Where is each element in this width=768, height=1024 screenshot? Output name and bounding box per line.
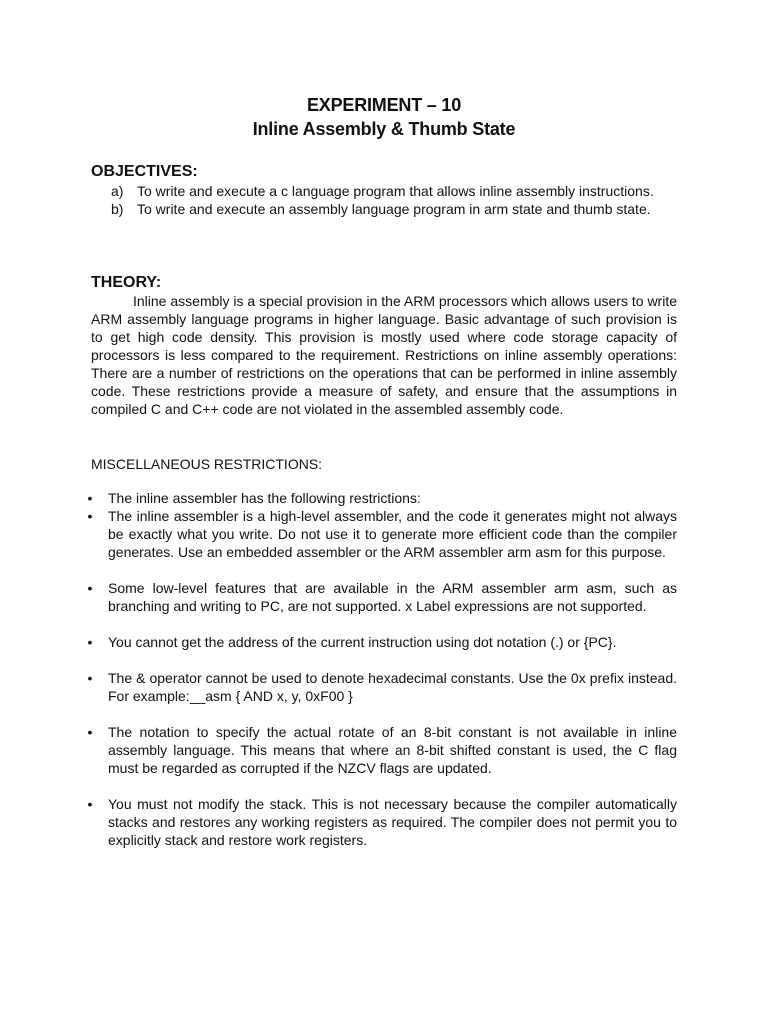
list-item <box>84 723 677 777</box>
list-item-text: The inline assembler is a high-level assembler, and the code it generates might not always be exactly what you write. Do not use it to generate more efficient code than the compiler generates. Use an embedded assembler or the ARM assembler arm asm for this purpose. <box>108 508 677 560</box>
restrictions-list <box>84 489 677 849</box>
list-item-text: You must not modify the stack. This is not necessary because the compiler automatically stacks and restores any working registers as required. The compiler does not permit you to explicitly stack and restore work registers. <box>108 796 677 848</box>
misc-restrictions-label: MISCELLANEOUS RESTRICTIONS: <box>91 456 323 472</box>
experiment-subtitle: Inline Assembly & Thumb State <box>252 119 516 139</box>
title-block <box>0 93 768 141</box>
list-item-text: You cannot get the address of the current instruction using dot notation (.) or {PC}. <box>108 634 617 650</box>
bullet-icon: • <box>87 796 93 812</box>
list-item-text: The notation to specify the actual rotate of an 8-bit constant is not available in inline assembly language. This means that where an 8-bit shifted constant is used, the C flag must be regarded as corrupted if the NZCV flags are updated. <box>108 724 677 776</box>
list-item <box>84 633 677 651</box>
bullet-icon: • <box>87 508 93 524</box>
objective-item <box>111 182 671 200</box>
theory-paragraph: Inline assembly is a special provision in the ARM processors which allows users to write ARM assembly language programs in higher language. Basic advantage of such provision is to get high code density. This provision is mostly used where code storage capacity of processors is less compared to the requirement. Restrictions on inline assembly operations: There are a number of restrictions on the operations that can be performed in inline assembly code. These restrictions provide a measure of safety, and ensure that the assumptions in compiled C and C++ code are not violated in the assembled assembly code. <box>91 293 677 417</box>
objectives-heading: OBJECTIVES: <box>91 163 198 180</box>
objective-text: To write and execute a c language program that allows inline assembly instructions. <box>137 183 654 199</box>
list-item-text: Some low-level features that are available in the ARM assembler arm asm, such as branching and writing to PC, are not supported. x Label expressions are not supported. <box>108 580 677 614</box>
objectives-list <box>111 182 671 218</box>
bullet-icon: • <box>87 634 93 650</box>
list-item <box>84 579 677 615</box>
list-item <box>84 669 677 705</box>
objective-item <box>111 200 671 218</box>
list-item <box>84 795 677 849</box>
list-item-text: The & operator cannot be used to denote hexadecimal constants. Use the 0x prefix instead. For example:__asm { AND x, y, 0xF00 } <box>108 670 677 704</box>
bullet-icon: • <box>87 580 93 596</box>
theory-heading: THEORY: <box>91 274 162 291</box>
list-item <box>84 507 677 561</box>
bullet-icon: • <box>87 670 93 686</box>
list-item-text: The inline assembler has the following restrictions: <box>108 490 421 506</box>
objective-marker: b) <box>111 201 124 217</box>
list-item <box>84 489 677 507</box>
bullet-icon: • <box>87 490 93 506</box>
objective-text: To write and execute an assembly language program in arm state and thumb state. <box>137 201 651 217</box>
bullet-icon: • <box>87 724 93 740</box>
objective-marker: a) <box>111 183 124 199</box>
experiment-title: EXPERIMENT – 10 <box>306 95 462 115</box>
